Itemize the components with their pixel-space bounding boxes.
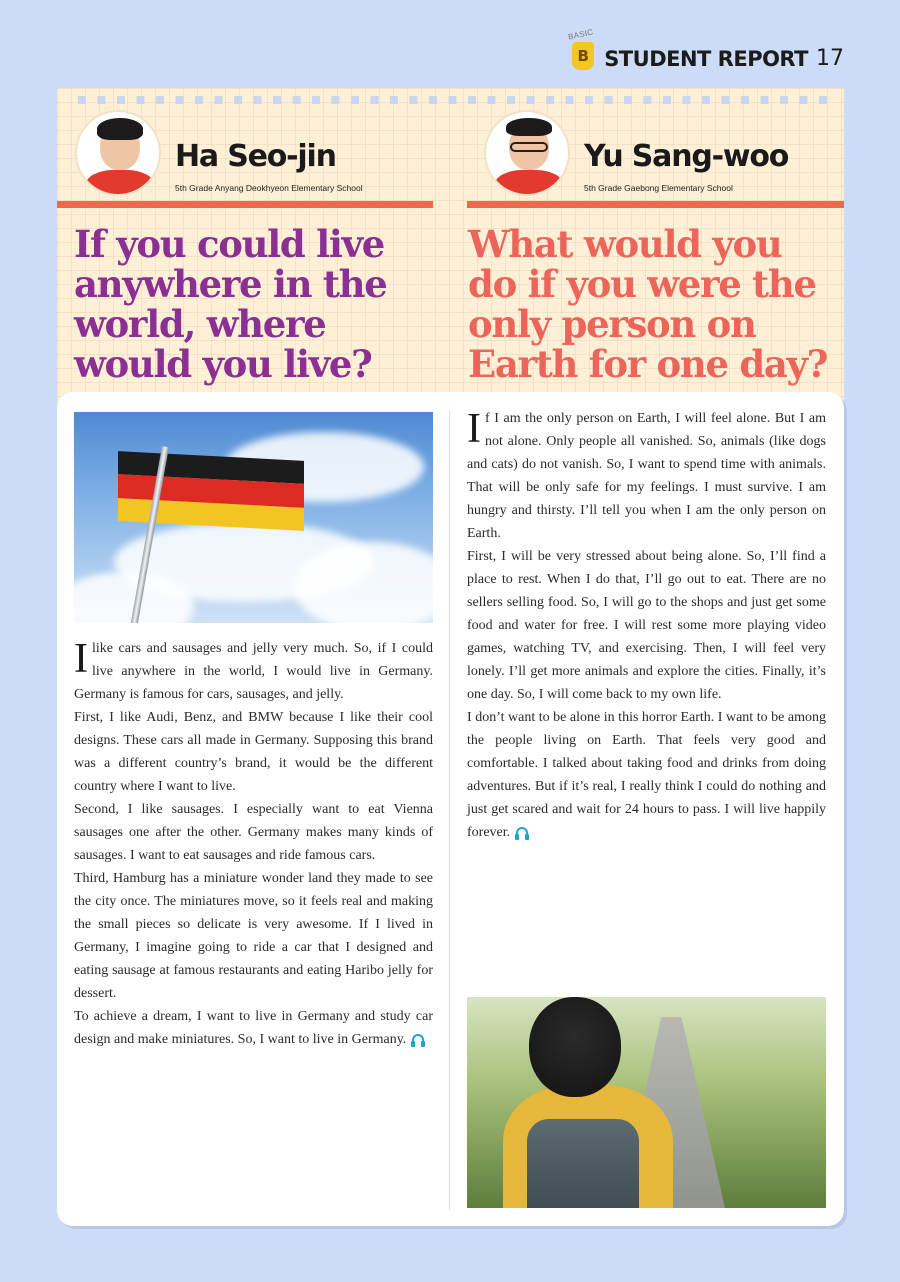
left-article (74, 637, 433, 1051)
section-title: STUDENT REPORT (604, 47, 808, 71)
avatar (75, 110, 161, 196)
drop-cap: I (74, 636, 88, 682)
drop-cap: I (467, 406, 481, 452)
header-rule (467, 201, 844, 208)
headphone-icon (412, 1034, 424, 1044)
right-question-title: What would you do if you were the only person on Earth for one day? (468, 222, 828, 386)
avatar (484, 110, 570, 196)
paragraph: I don’t want to be alone in this horror Earth. I want to be among the people living on Earth. That feels very good and comfortable. I talked about taking food and drinks from doing adventures. But if it’s real, I really think I could do nothing and just get scared and wait for 24 hours to pass. I will live happily forever. (467, 710, 826, 840)
flag (118, 451, 304, 531)
left-question-title: If you could live anywhere in the world, where would you live? (74, 222, 387, 386)
right-article (467, 407, 826, 844)
author-name: Yu Sang-woo (584, 139, 789, 174)
right-author-header (466, 108, 844, 210)
badge-letter: B (572, 42, 594, 70)
header-rule (57, 201, 433, 208)
headphone-icon (516, 827, 528, 837)
paragraph: Third, Hamburg has a miniature wonder land they made to see the city once. The miniatures move, so it feels real and making the small pieces so delicate is very awesome. If I lived in Germany, I imagine going to ride a car that I designed and eating sausage at famous restaurants and eating Haribo jelly for dessert. (74, 871, 433, 1001)
page-number: 17 (816, 46, 844, 71)
paragraph: I like cars and sausages and jelly very much. So, if I could live anywhere in the world, I would live in Germany. Germany is famous for cars, sausages, and jelly. (74, 636, 433, 702)
author-name: Ha Seo-jin (175, 139, 336, 174)
paragraph: Second, I like sausages. I especially want to eat Vienna sausages one after the other. Germany makes many kinds of sausages. I want to eat sausages and ride famous cars. (74, 802, 433, 863)
author-school: 5th Grade Anyang Deokhyeon Elementary School (175, 183, 363, 193)
basic-badge (567, 27, 596, 70)
paragraph: First, I will be very stressed about being alone. So, I’ll find a place to rest. When I do that, I’ll go out to eat. There are no sellers selling food. So, I will go to the shops and just get some food and water for free. I will rest some more playing video games, watching TV, and exercising. Then, I will feel very lonely. I’ll get more animals and explore the cities. Finally, it’s one day. So, I will come back to my own life. (467, 549, 826, 702)
german-flag-photo (74, 412, 433, 623)
paragraph: First, I like Audi, Benz, and BMW because I like their cool designs. These cars all made in Germany. Supposing this brand was a different country’s brand, it would be the different country where I want to live. (74, 710, 433, 794)
column-divider (449, 410, 450, 1210)
paragraph: If I am the only person on Earth, I will feel alone. But I am not alone. Only people all vanished. So, animals (like dogs and cats) do not vanish. So, I want to spend time with animals. That will be only safe for my feelings. I must survive. I am hungry and thirsty. I’ll tell you when I am the only person on Earth. (467, 406, 826, 541)
left-author-header (57, 108, 435, 210)
page-header (567, 27, 844, 71)
paragraph: To achieve a dream, I want to live in Germany and study car design and make miniatures. So, I want to live in Germany. (74, 1009, 433, 1047)
banner-dot-strip (78, 96, 828, 104)
author-school: 5th Grade Gaebong Elementary School (584, 183, 733, 193)
boy-walking-photo (467, 997, 826, 1208)
badge-small-label: BASIC (567, 27, 595, 42)
